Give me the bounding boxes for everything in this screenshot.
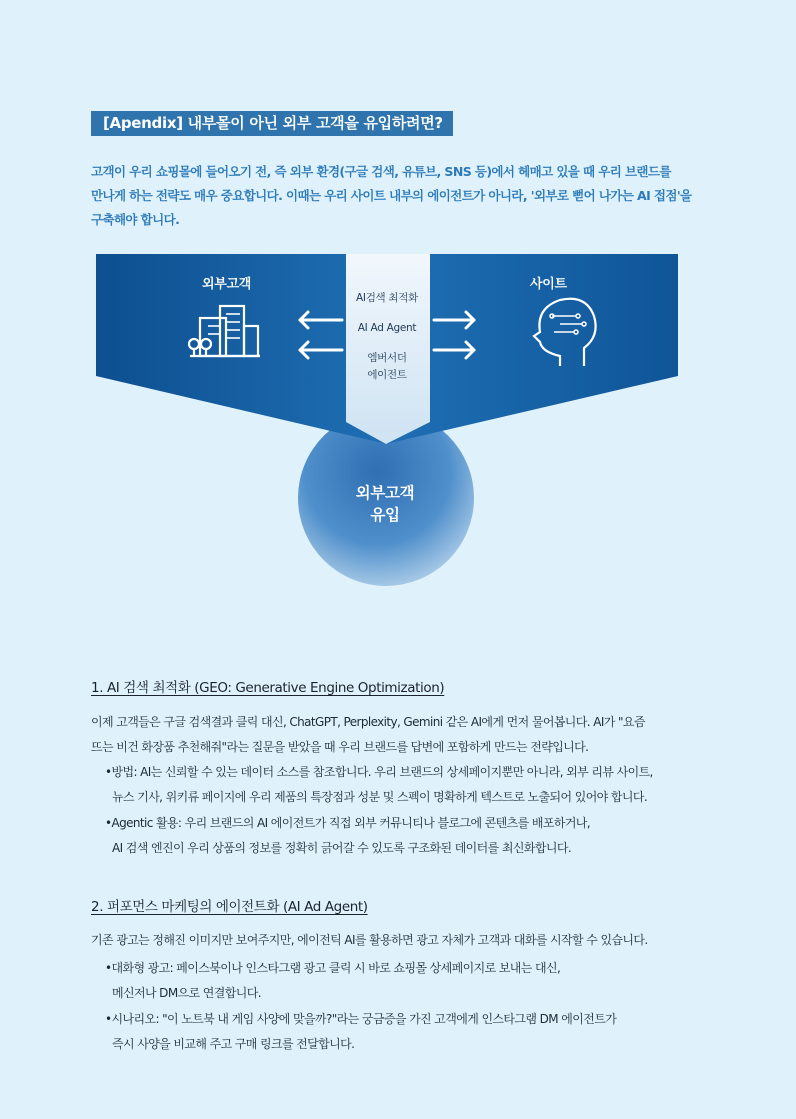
center-column: [346, 254, 430, 444]
intro-line: 고객이 우리 쇼핑몰에 들어오기 전, 즉 외부 환경(구글 검색, 유튜브, SNS 등)에서 헤매고 있을 때 우리 브랜드를: [91, 164, 671, 179]
center-item-ambassador: 엠버서더: [367, 352, 407, 364]
center-item-ad-agent: AI Ad Agent: [357, 322, 417, 334]
customer-funnel-diagram: [90, 236, 690, 626]
bullet-item: [105, 760, 705, 810]
bullet-line: •대화형 광고: 페이스북이나 인스타그램 광고 클릭 시 바로 쇼핑몰 상세페이지로 보내는 대신,: [105, 961, 561, 975]
bullet-line: 즉시 사양을 비교해 주고 구매 링크를 전달합니다.: [112, 1037, 355, 1051]
bullet-line: AI 검색 엔진이 우리 상품의 정보를 정확히 긁어갈 수 있도록 구조화된 데이터를 최신화합니다.: [112, 841, 572, 855]
center-item-geo: AI검색 최적화: [356, 292, 418, 304]
bullet-item: [105, 811, 705, 861]
section-paragraph: [91, 928, 701, 953]
section-paragraph: [91, 710, 701, 760]
site-label: 사이트: [530, 277, 567, 292]
bullet-line: •시나리오: "이 노트북 내 게임 사양에 맞을까?"라는 궁금증을 가진 고객에게 인스타그램 DM 에이전트가: [105, 1012, 617, 1026]
intro-line: 만나게 하는 전략도 매우 중요합니다. 이때는 우리 사이트 내부의 에이전트가 아니라, '외부로 뻗어 나가는 AI 접점'을: [91, 188, 692, 203]
intro-paragraph: [91, 160, 706, 232]
bullet-line: 뉴스 기사, 위키류 페이지에 우리 제품의 특장점과 성분 및 스펙이 명확하게 텍스트로 노출되어 있어야 합니다.: [112, 790, 648, 804]
intro-line: 구축해야 합니다.: [91, 212, 180, 227]
circle-line: 외부고객: [355, 484, 415, 502]
bullet-line: •방법: AI는 신뢰할 수 있는 데이터 소스를 참조합니다. 우리 브랜드의 상세페이지뿐만 아니라, 외부 리뷰 사이트,: [105, 765, 653, 779]
external-customer-label: 외부고객: [202, 277, 252, 292]
bullet-item: [105, 956, 705, 1006]
bullet-line: •Agentic 활용: 우리 브랜드의 AI 에이전트가 직접 외부 커뮤니티나 블로그에 콘텐츠를 배포하거나,: [105, 816, 591, 830]
section-title: 2. 퍼포먼스 마케팅의 에이전트화 (AI Ad Agent): [91, 899, 368, 915]
paragraph-line: 기존 광고는 정해진 이미지만 보여주지만, 에이전틱 AI를 활용하면 광고 자체가 고객과 대화를 시작할 수 있습니다.: [91, 933, 648, 947]
center-item-agent: 에이전트: [367, 369, 407, 381]
bullet-item: [105, 1007, 705, 1057]
section-title: 1. AI 검색 최적화 (GEO: Generative Engine Optimization): [91, 680, 445, 696]
bullet-line: 메신저나 DM으로 연결합니다.: [112, 986, 261, 1000]
paragraph-line: 이제 고객들은 구글 검색결과 클릭 대신, ChatGPT, Perplexity, Gemini 같은 AI에게 먼저 물어봅니다. AI가 "요즘: [91, 715, 645, 729]
circle-line: 유입: [370, 506, 400, 524]
inflow-circle-label: [320, 482, 450, 526]
paragraph-line: 뜨는 비건 화장품 추천해줘"라는 질문을 받았을 때 우리 브랜드를 답변에 포함하게 만드는 전략입니다.: [91, 740, 589, 754]
page-title: [Apendix] 내부몰이 아닌 외부 고객을 유입하려면?: [91, 111, 453, 136]
